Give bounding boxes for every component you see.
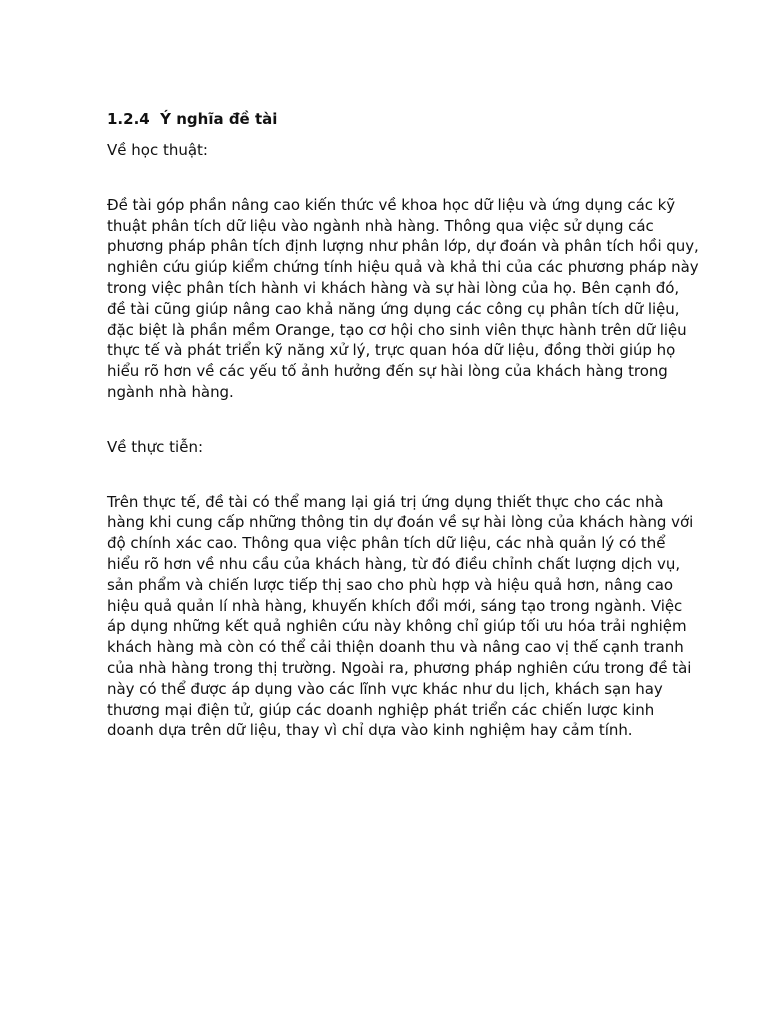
section-heading: 1.2.4 Ý nghĩa đề tài bbox=[107, 110, 278, 128]
spacer bbox=[107, 403, 699, 437]
academic-label: Về học thuật: bbox=[107, 141, 208, 159]
spacer bbox=[107, 458, 699, 492]
practical-label: Về thực tiễn: bbox=[107, 437, 204, 456]
spacer bbox=[107, 161, 699, 195]
practical-paragraph: Trên thực tế, đề tài có thể mang lại giá trị ứng dụng thiết thực cho các nhà hàng khi cung cấp những thông tin dự đoán về sự hài lòng của khách hàng với độ chính xác cao. Thông qua việc phân tích dữ liệu, các nhà quản lý có thể hiểu rõ hơn về nhu cầu của khách hàng, từ đó điều chỉnh chất lượng dịch vụ, sản phẩm và chiến lược tiếp thị sao cho phù hợp và hiệu quả hơn, nâng cao hiệu quả quản lí nhà hàng, khuyến khích đổi mới, sáng tạo trong ngành. Việc áp dụng những kết quả nghiên cứu này không chỉ giúp tối ưu hóa trải nghiệm khách hàng mà còn có thể cải thiện doanh thu và nâng cao vị thế cạnh tranh của nhà hàng trong thị trường. Ngoài ra, phương pháp nghiên cứu trong đề tài này có thể được áp dụng vào các lĩnh vực khác như du lịch, khách sạn hay thương mại điện tử, giúp các doanh nghiệp phát triển các chiến lược kinh doanh dựa trên dữ liệu, thay vì chỉ dựa vào kinh nghiệm hay cảm tính. bbox=[107, 492, 694, 740]
academic-paragraph: Đề tài góp phần nâng cao kiến thức về khoa học dữ liệu và ứng dụng các kỹ thuật phân tích dữ liệu vào ngành nhà hàng. Thông qua việc sử dụng các phương pháp phân tích định lượng như phân lớp, dự đoán và phân tích hồi quy, nghiên cứu giúp kiểm chứng tính hiệu quả và khả thi của các phương pháp này trong việc phân tích hành vi khách hàng và sự hài lòng của họ. Bên cạnh đó, đề tài cũng giúp nâng cao khả năng ứng dụng các công cụ phân tích dữ liệu, đặc biệt là phần mềm Orange, tạo cơ hội cho sinh viên thực hành trên dữ liệu thực tế và phát triển kỹ năng xử lý, trực quan hóa dữ liệu, đồng thời giúp họ hiểu rõ hơn về các yếu tố ảnh hưởng đến sự hài lòng của khách hàng trong ngành nhà hàng. bbox=[107, 195, 699, 401]
document-page bbox=[107, 108, 699, 741]
